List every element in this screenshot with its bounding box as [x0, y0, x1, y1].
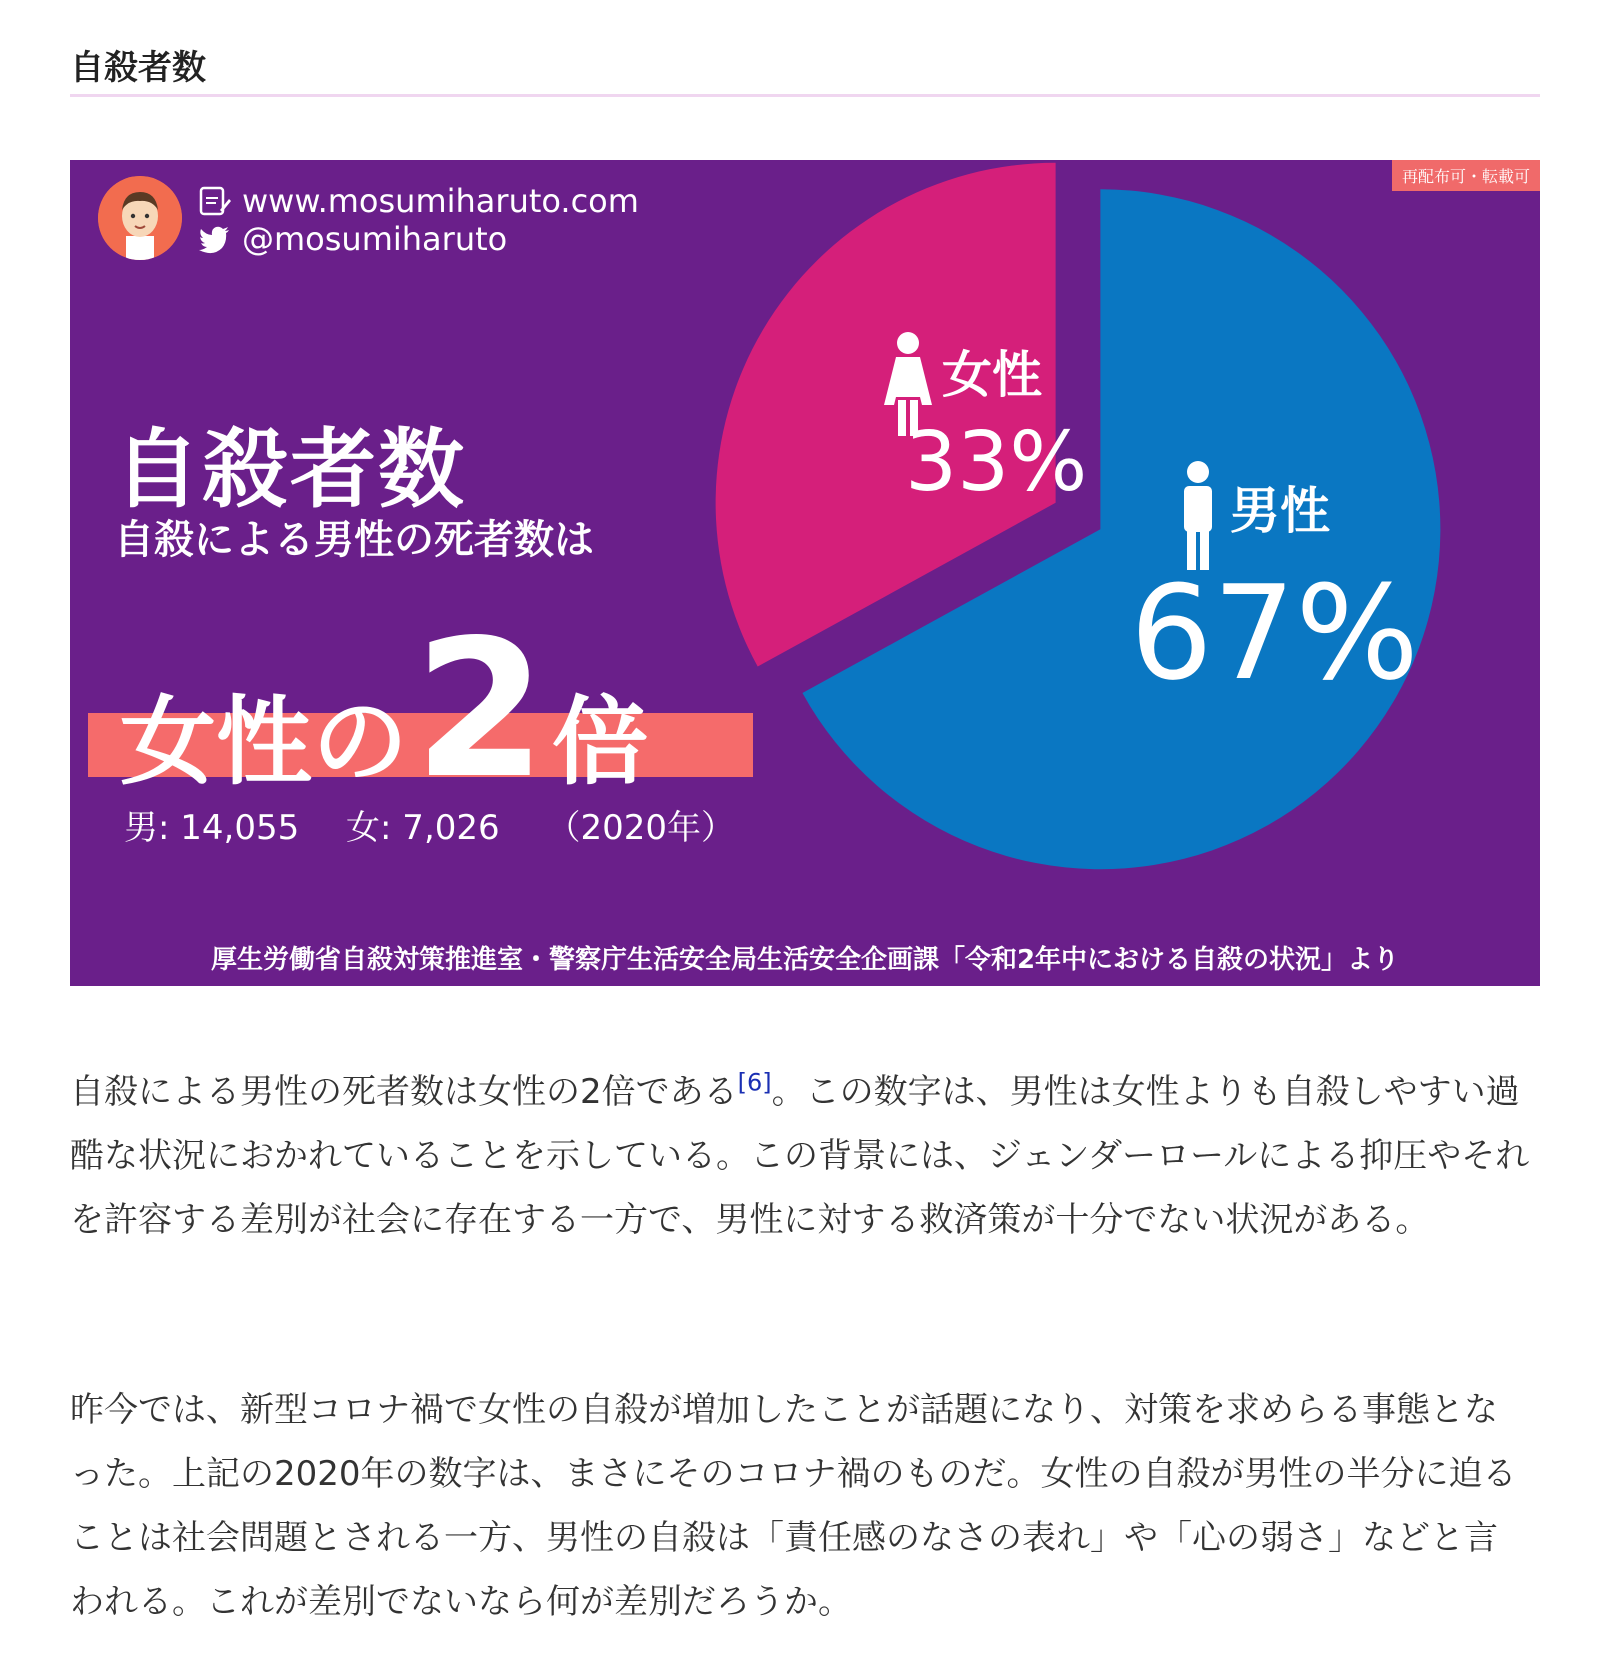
headline-times: 倍	[552, 686, 649, 798]
headline-women: 女性の	[120, 686, 408, 798]
banner-headline	[120, 599, 649, 820]
reference-link-6[interactable]: [6]	[737, 1068, 772, 1097]
female-label-group	[884, 332, 1087, 510]
section-divider	[70, 94, 1540, 97]
headline-multiplier: 2	[414, 599, 547, 820]
banner-subtitle: 自殺による男性の死者数は	[114, 517, 594, 563]
male-slice-label: 男性	[1230, 482, 1330, 540]
twitter-handle: @mosumiharuto	[242, 220, 508, 258]
author-avatar	[98, 176, 182, 260]
male-count: 男: 14,055	[124, 808, 300, 848]
paragraph-1-main: 自殺による男性の死者数は女性の2倍である	[70, 1072, 738, 1112]
paragraph-2: 昨今では、新型コロナ禍で女性の自殺が増加したことが話題になり、対策を求めらる事態となった。上記の2020年の数字は、まさにそのコロナ禍のものだ。女性の自殺が男性の半分に迫ることは社会問題とされる一方、男性の自殺は「責任感のなさの表れ」や「心の弱さ」などと言われる。これが差別でないなら何が差別だろうか。	[70, 1390, 1517, 1622]
redistribution-badge: 再配布可・転載可	[1392, 160, 1540, 191]
blog-url: www.mosumiharuto.com	[242, 182, 639, 220]
blog-url-row	[198, 182, 639, 220]
female-count: 女: 7,026	[346, 808, 500, 848]
pie-chart	[70, 160, 1540, 986]
paragraph-1-rest: 。この数字は、男性は女性よりも自殺しやすい過酷な状況におかれていることを示している。この背景には、ジェンダーロールによる抑圧やそれを許容する差別が社会に存在する一方で、男性に対する救済策が十分でない状況がある。	[70, 1072, 1530, 1240]
section-title: 自殺者数	[70, 48, 206, 88]
data-source-caption: 厚生労働省自殺対策推進室・警察庁生活安全局生活安全企画課「令和2年中における自殺の状況」より	[210, 945, 1400, 975]
count-year: （2020年）	[546, 808, 735, 848]
female-slice-value: 33%	[905, 415, 1088, 510]
paragraph-1	[70, 1060, 1530, 1252]
male-slice-value: 67%	[1130, 557, 1419, 709]
female-slice-label: 女性	[942, 346, 1042, 404]
banner-title: 自殺者数	[114, 420, 466, 520]
twitter-handle-row	[198, 220, 507, 258]
blog-icon	[198, 184, 232, 218]
twitter-bird-icon	[198, 222, 232, 256]
death-counts	[124, 800, 771, 849]
infographic-banner	[70, 160, 1540, 986]
